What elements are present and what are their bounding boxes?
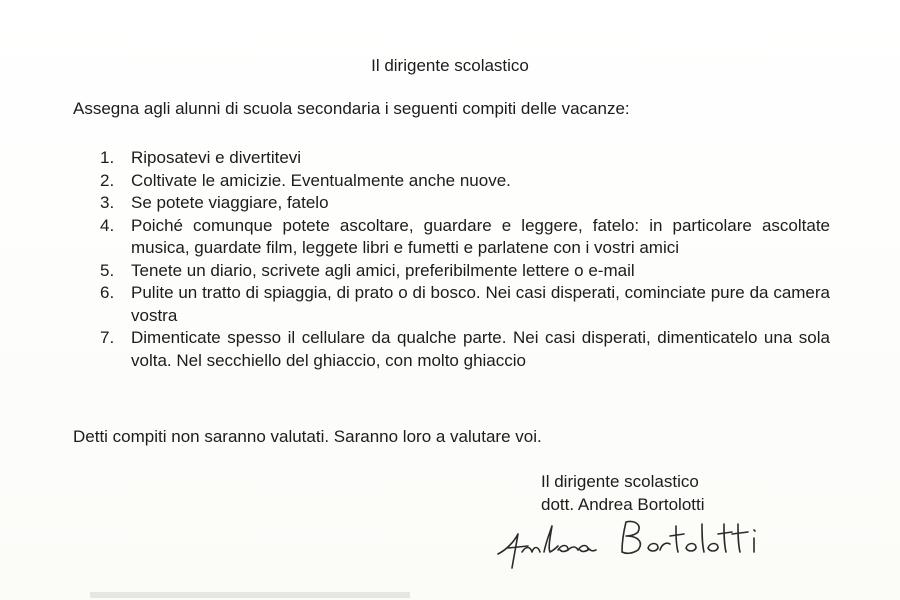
list-item-text: Coltivate le amicizie. Eventualmente anche nuove. <box>131 170 511 190</box>
list-item-text: Dimenticate spesso il cellulare da qualche parte. Nei casi disperati, dimenticatelo una sola volta. Nel secchiello del ghiaccio, con molto ghiaccio <box>131 328 830 370</box>
list-item <box>100 260 830 283</box>
list-item-number: 4. <box>100 215 115 235</box>
list-item <box>100 147 830 170</box>
list-item <box>100 327 830 372</box>
signer-role: Il dirigente scolastico <box>541 472 699 491</box>
signature-block <box>541 470 705 516</box>
signer-name: dott. Andrea Bortolotti <box>541 495 705 514</box>
handwritten-signature <box>492 512 792 582</box>
list-item-number: 7. <box>100 328 115 347</box>
list-item-text: Tenete un diario, scrivete agli amici, preferibilmente lettere o e-mail <box>131 260 635 280</box>
footer-smudge <box>90 592 410 598</box>
list-item-number: 5. <box>100 260 115 280</box>
list-item-text: Se potete viaggiare, fatelo <box>131 193 329 212</box>
list-item-number: 1. <box>100 148 115 167</box>
list-item-text: Riposatevi e divertitevi <box>131 148 302 167</box>
list-item-number: 3. <box>100 193 115 212</box>
list-item-number: 6. <box>100 283 115 302</box>
list-item <box>100 282 830 327</box>
list-item-text: Pulite un tratto di spiaggia, di prato o di bosco. Nei casi disperati, cominciate pure da camera vostra <box>131 283 830 325</box>
task-list <box>100 147 830 372</box>
list-item <box>100 192 830 215</box>
intro-paragraph: Assegna agli alunni di scuola secondaria i seguenti compiti delle vacanze: <box>73 99 630 118</box>
document-header: Il dirigente scolastico <box>371 56 529 75</box>
closing-paragraph: Detti compiti non saranno valutati. Saranno loro a valutare voi. <box>73 427 542 446</box>
list-item-number: 2. <box>100 170 115 190</box>
list-item-text: Poiché comunque potete ascoltare, guardare e leggere, fatelo: in particolare ascoltate musica, guardate film, leggete libri e fumetti e parlatene con i vostri amici <box>131 215 830 257</box>
list-item <box>100 170 830 193</box>
list-item <box>100 215 830 260</box>
